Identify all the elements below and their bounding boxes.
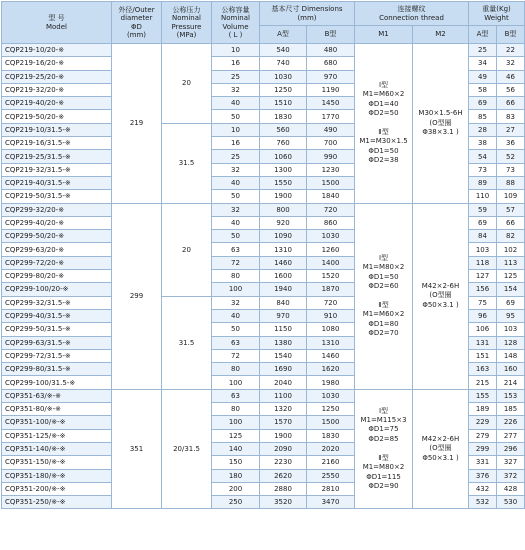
- weight-a-cell: 28: [469, 123, 497, 136]
- volume-cell: 63: [212, 336, 260, 349]
- model-cell: CQP299-63/20-※: [2, 243, 112, 256]
- thread-m1-cell: [355, 389, 413, 509]
- nominal-pressure-cell: 31.5: [162, 123, 212, 203]
- dimension-a-cell: 1940: [260, 283, 307, 296]
- model-cell: CQP351-63/※-※: [2, 389, 112, 402]
- weight-b-cell: 214: [497, 376, 525, 389]
- volume-cell: 10: [212, 44, 260, 57]
- weight-a-cell: 331: [469, 456, 497, 469]
- model-cell: CQP219-40/20-※: [2, 97, 112, 110]
- weight-b-cell: 66: [497, 97, 525, 110]
- volume-cell: 25: [212, 70, 260, 83]
- dimension-b-cell: 1230: [307, 163, 355, 176]
- weight-b-cell: 56: [497, 83, 525, 96]
- thread-m1-cell-line: ΦD2=70: [368, 329, 399, 338]
- thread-m1-cell-line: ΦD1=75: [368, 425, 399, 434]
- thread-m1-cell-line: ΦD1=50: [368, 146, 399, 155]
- thread-m2-cell-line: Φ50×3.1 ): [422, 300, 459, 309]
- weight-a-cell: 54: [469, 150, 497, 163]
- dimension-b-cell: 1400: [307, 256, 355, 269]
- header-thread: 连接螺纹 Connection thread: [355, 2, 469, 26]
- model-cell: CQP219-16/31.5-※: [2, 137, 112, 150]
- dimension-a-cell: 2040: [260, 376, 307, 389]
- thread-m1-cell-line: [355, 119, 412, 128]
- volume-cell: 100: [212, 376, 260, 389]
- outer-diameter-cell: 219: [112, 44, 162, 204]
- dimension-b-cell: 490: [307, 123, 355, 136]
- thread-m1-cell: [355, 44, 413, 204]
- thread-m1-cell-line: Ⅱ型: [378, 128, 389, 136]
- thread-m2-cell-line: (O型圈: [429, 291, 452, 300]
- table-row: [2, 44, 525, 57]
- thread-m1-cell-line: ΦD2=90: [368, 482, 399, 491]
- weight-a-cell: 532: [469, 496, 497, 509]
- weight-b-cell: 88: [497, 176, 525, 189]
- model-cell: CQP351-125/※-※: [2, 429, 112, 442]
- volume-cell: 50: [212, 190, 260, 203]
- model-cell: CQP299-100/20-※: [2, 283, 112, 296]
- volume-cell: 32: [212, 83, 260, 96]
- thread-m1-cell-line: ΦD2=50: [368, 109, 399, 118]
- volume-cell: 10: [212, 123, 260, 136]
- table-row: [2, 389, 525, 402]
- dimension-b-cell: 1450: [307, 97, 355, 110]
- weight-a-cell: 156: [469, 283, 497, 296]
- dimension-a-cell: 740: [260, 57, 307, 70]
- dimension-b-cell: 1460: [307, 349, 355, 362]
- header-dimensions: 基本尺寸 Dimensions (mm): [260, 2, 355, 26]
- model-cell: CQP219-50/31.5-※: [2, 190, 112, 203]
- weight-a-cell: 215: [469, 376, 497, 389]
- model-cell: CQP351-140/※-※: [2, 442, 112, 455]
- weight-a-cell: 189: [469, 403, 497, 416]
- weight-b-cell: 327: [497, 456, 525, 469]
- dimension-a-cell: 560: [260, 123, 307, 136]
- weight-b-cell: 428: [497, 482, 525, 495]
- dimension-b-cell: 1310: [307, 336, 355, 349]
- dimension-b-cell: 1830: [307, 429, 355, 442]
- dimension-b-cell: 1030: [307, 230, 355, 243]
- dimension-b-cell: 990: [307, 150, 355, 163]
- dimension-a-cell: 540: [260, 44, 307, 57]
- dimension-a-cell: 1060: [260, 150, 307, 163]
- dimension-b-cell: 2550: [307, 469, 355, 482]
- header-weight: 重量(Kg) Weight: [469, 2, 525, 26]
- dimension-b-cell: 680: [307, 57, 355, 70]
- dimension-b-cell: 1520: [307, 270, 355, 283]
- weight-a-cell: 299: [469, 442, 497, 455]
- weight-b-cell: 95: [497, 309, 525, 322]
- model-cell: CQP351-200/※-※: [2, 482, 112, 495]
- weight-a-cell: 58: [469, 83, 497, 96]
- dimension-b-cell: 910: [307, 309, 355, 322]
- thread-m2-cell-line: (O型圈: [429, 118, 452, 127]
- table-body: [2, 44, 525, 509]
- header-m2: M2: [413, 26, 469, 44]
- weight-a-cell: 85: [469, 110, 497, 123]
- thread-m1-cell-line: M1=M80×2: [362, 263, 405, 272]
- dimension-a-cell: 1900: [260, 429, 307, 442]
- weight-a-cell: 127: [469, 270, 497, 283]
- weight-b-cell: 32: [497, 57, 525, 70]
- dimension-b-cell: 1260: [307, 243, 355, 256]
- dimension-a-cell: 1380: [260, 336, 307, 349]
- model-cell: CQP299-100/31.5-※: [2, 376, 112, 389]
- thread-m1-cell-line: Ⅰ型: [378, 80, 389, 89]
- model-cell: CQP299-63/31.5-※: [2, 336, 112, 349]
- model-cell: CQP219-40/31.5-※: [2, 176, 112, 189]
- dimension-a-cell: 1090: [260, 230, 307, 243]
- volume-cell: 32: [212, 203, 260, 216]
- model-cell: CQP299-80/20-※: [2, 270, 112, 283]
- dimension-b-cell: 1080: [307, 323, 355, 336]
- model-cell: CQP351-180/※-※: [2, 469, 112, 482]
- volume-cell: 80: [212, 363, 260, 376]
- dimension-b-cell: 1250: [307, 403, 355, 416]
- header-dim-a: A型: [260, 26, 307, 44]
- weight-b-cell: 52: [497, 150, 525, 163]
- volume-cell: 40: [212, 97, 260, 110]
- volume-cell: 32: [212, 163, 260, 176]
- weight-a-cell: 38: [469, 137, 497, 150]
- weight-b-cell: 148: [497, 349, 525, 362]
- volume-cell: 16: [212, 137, 260, 150]
- weight-b-cell: 83: [497, 110, 525, 123]
- weight-a-cell: 59: [469, 203, 497, 216]
- volume-cell: 200: [212, 482, 260, 495]
- volume-cell: 32: [212, 296, 260, 309]
- nominal-pressure-cell: 31.5: [162, 296, 212, 389]
- dimension-a-cell: 920: [260, 216, 307, 229]
- thread-m1-cell: [355, 203, 413, 389]
- thread-m1-cell-line: M1=M60×2: [362, 310, 405, 319]
- thread-m2-cell-line: M30×1.5-6H: [418, 109, 463, 118]
- nominal-pressure-cell: 20/31.5: [162, 389, 212, 509]
- dimension-a-cell: 2230: [260, 456, 307, 469]
- thread-m2-cell-line: (O型圈: [429, 444, 452, 453]
- thread-m1-cell-line: ΦD1=40: [368, 99, 399, 108]
- dimension-a-cell: 760: [260, 137, 307, 150]
- weight-b-cell: 82: [497, 230, 525, 243]
- model-cell: CQP299-50/20-※: [2, 230, 112, 243]
- header-diameter: 外径/Outer diameter ΦD (mm): [112, 2, 162, 44]
- thread-m1-cell-line: [355, 291, 412, 300]
- header-weight-a: A型: [469, 26, 497, 44]
- dimension-b-cell: 1500: [307, 176, 355, 189]
- thread-m1-cell-line: Ⅰ型: [378, 406, 389, 415]
- dimension-a-cell: 1300: [260, 163, 307, 176]
- table-row: [2, 203, 525, 216]
- model-cell: CQP299-40/20-※: [2, 216, 112, 229]
- model-cell: CQP299-50/31.5-※: [2, 323, 112, 336]
- header-model: 型 号 Model: [2, 2, 112, 44]
- dimension-b-cell: 1840: [307, 190, 355, 203]
- weight-b-cell: 153: [497, 389, 525, 402]
- dimension-a-cell: 800: [260, 203, 307, 216]
- outer-diameter-cell: 351: [112, 389, 162, 509]
- weight-b-cell: 128: [497, 336, 525, 349]
- weight-b-cell: 73: [497, 163, 525, 176]
- dimension-a-cell: 2880: [260, 482, 307, 495]
- header-weight-b: B型: [497, 26, 525, 44]
- thread-m1-cell-line: ΦD1=115: [366, 472, 401, 481]
- thread-m2-cell-line: Φ50×3.1 ): [422, 453, 459, 462]
- nominal-pressure-cell: 20: [162, 203, 212, 296]
- outer-diameter-cell: 299: [112, 203, 162, 389]
- thread-m1-cell-line: ΦD1=50: [368, 272, 399, 281]
- thread-m1-cell-line: M1=M115×3: [360, 416, 407, 425]
- model-cell: CQP299-32/31.5-※: [2, 296, 112, 309]
- weight-b-cell: 125: [497, 270, 525, 283]
- dimension-b-cell: 720: [307, 203, 355, 216]
- model-cell: CQP219-10/31.5-※: [2, 123, 112, 136]
- weight-b-cell: 103: [497, 323, 525, 336]
- dimension-b-cell: 970: [307, 70, 355, 83]
- weight-b-cell: 296: [497, 442, 525, 455]
- nominal-pressure-cell: 20: [162, 44, 212, 124]
- dimension-a-cell: 1690: [260, 363, 307, 376]
- model-cell: CQP219-16/20-※: [2, 57, 112, 70]
- dimension-b-cell: 1620: [307, 363, 355, 376]
- weight-a-cell: 89: [469, 176, 497, 189]
- volume-cell: 50: [212, 230, 260, 243]
- dimension-a-cell: 1250: [260, 83, 307, 96]
- dimension-a-cell: 1830: [260, 110, 307, 123]
- weight-b-cell: 102: [497, 243, 525, 256]
- volume-cell: 140: [212, 442, 260, 455]
- volume-cell: 50: [212, 110, 260, 123]
- weight-a-cell: 279: [469, 429, 497, 442]
- weight-a-cell: 376: [469, 469, 497, 482]
- volume-cell: 100: [212, 283, 260, 296]
- thread-m1-cell-line: [355, 444, 412, 453]
- weight-b-cell: 27: [497, 123, 525, 136]
- dimension-b-cell: 1770: [307, 110, 355, 123]
- thread-m1-cell-line: ΦD2=85: [368, 434, 399, 443]
- thread-m1-cell-line: M1=M60×2: [362, 90, 405, 99]
- weight-a-cell: 163: [469, 363, 497, 376]
- volume-cell: 40: [212, 309, 260, 322]
- dimension-a-cell: 1150: [260, 323, 307, 336]
- dimension-a-cell: 1460: [260, 256, 307, 269]
- weight-b-cell: 226: [497, 416, 525, 429]
- volume-cell: 16: [212, 57, 260, 70]
- dimension-b-cell: 1870: [307, 283, 355, 296]
- volume-cell: 180: [212, 469, 260, 482]
- model-cell: CQP351-250/※-※: [2, 496, 112, 509]
- volume-cell: 125: [212, 429, 260, 442]
- header-pressure: 公称压力 Nominal Pressure (MPa): [162, 2, 212, 44]
- weight-b-cell: 109: [497, 190, 525, 203]
- dimension-a-cell: 1900: [260, 190, 307, 203]
- dimension-a-cell: 2620: [260, 469, 307, 482]
- model-cell: CQP299-72/20-※: [2, 256, 112, 269]
- thread-m1-cell-line: Ⅱ型: [378, 453, 389, 462]
- weight-a-cell: 34: [469, 57, 497, 70]
- model-cell: CQP299-72/31.5-※: [2, 349, 112, 362]
- dimension-a-cell: 3520: [260, 496, 307, 509]
- weight-b-cell: 57: [497, 203, 525, 216]
- dimension-b-cell: 1980: [307, 376, 355, 389]
- volume-cell: 63: [212, 243, 260, 256]
- model-cell: CQP219-32/31.5-※: [2, 163, 112, 176]
- dimension-a-cell: 1510: [260, 97, 307, 110]
- weight-a-cell: 103: [469, 243, 497, 256]
- volume-cell: 150: [212, 456, 260, 469]
- dimension-b-cell: 2160: [307, 456, 355, 469]
- weight-b-cell: 372: [497, 469, 525, 482]
- thread-m1-cell-line: Ⅰ型: [378, 253, 389, 262]
- weight-a-cell: 73: [469, 163, 497, 176]
- weight-a-cell: 118: [469, 256, 497, 269]
- thread-m2-cell-line: Φ38×3.1 ): [422, 128, 459, 136]
- weight-a-cell: 110: [469, 190, 497, 203]
- model-cell: CQP299-40/31.5-※: [2, 309, 112, 322]
- weight-a-cell: 151: [469, 349, 497, 362]
- volume-cell: 25: [212, 150, 260, 163]
- thread-m2-cell-line: M42×2-6H: [421, 281, 460, 290]
- weight-a-cell: 69: [469, 216, 497, 229]
- weight-a-cell: 96: [469, 309, 497, 322]
- thread-m2-cell: [413, 44, 469, 204]
- header-dim-b: B型: [307, 26, 355, 44]
- dimension-a-cell: 1310: [260, 243, 307, 256]
- weight-a-cell: 49: [469, 70, 497, 83]
- weight-b-cell: 160: [497, 363, 525, 376]
- model-cell: CQP219-10/20-※: [2, 44, 112, 57]
- weight-a-cell: 69: [469, 97, 497, 110]
- thread-m2-cell: [413, 389, 469, 509]
- weight-b-cell: 185: [497, 403, 525, 416]
- weight-a-cell: 75: [469, 296, 497, 309]
- dimension-a-cell: 1540: [260, 349, 307, 362]
- specification-table: [1, 1, 525, 509]
- weight-b-cell: 530: [497, 496, 525, 509]
- dimension-a-cell: 2090: [260, 442, 307, 455]
- volume-cell: 250: [212, 496, 260, 509]
- dimension-b-cell: 1190: [307, 83, 355, 96]
- dimension-b-cell: 2020: [307, 442, 355, 455]
- volume-cell: 72: [212, 349, 260, 362]
- dimension-a-cell: 1100: [260, 389, 307, 402]
- model-cell: CQP299-80/31.5-※: [2, 363, 112, 376]
- dimension-b-cell: 1030: [307, 389, 355, 402]
- dimension-a-cell: 1600: [260, 270, 307, 283]
- volume-cell: 50: [212, 323, 260, 336]
- weight-b-cell: 154: [497, 283, 525, 296]
- model-cell: CQP351-80/※-※: [2, 403, 112, 416]
- weight-b-cell: 22: [497, 44, 525, 57]
- weight-a-cell: 25: [469, 44, 497, 57]
- dimension-a-cell: 1550: [260, 176, 307, 189]
- model-cell: CQP299-32/20-※: [2, 203, 112, 216]
- thread-m2-cell-line: M42×2-6H: [421, 434, 460, 443]
- dimension-a-cell: 1570: [260, 416, 307, 429]
- dimension-b-cell: 700: [307, 137, 355, 150]
- weight-b-cell: 36: [497, 137, 525, 150]
- thread-m1-cell-line: M1=M80×2: [362, 463, 405, 472]
- weight-a-cell: 131: [469, 336, 497, 349]
- model-cell: CQP219-25/31.5-※: [2, 150, 112, 163]
- thread-m1-cell-line: ΦD1=80: [368, 319, 399, 328]
- weight-a-cell: 155: [469, 389, 497, 402]
- thread-m1-cell-line: ΦD2=60: [368, 281, 399, 290]
- dimension-a-cell: 840: [260, 296, 307, 309]
- dimension-a-cell: 1030: [260, 70, 307, 83]
- weight-b-cell: 113: [497, 256, 525, 269]
- thread-m1-cell-line: M1=M30×1.5: [359, 137, 408, 146]
- dimension-b-cell: 720: [307, 296, 355, 309]
- dimension-b-cell: 480: [307, 44, 355, 57]
- volume-cell: 63: [212, 389, 260, 402]
- weight-b-cell: 277: [497, 429, 525, 442]
- thread-m1-cell-line: ΦD2=38: [368, 156, 399, 165]
- dimension-b-cell: 3470: [307, 496, 355, 509]
- weight-a-cell: 432: [469, 482, 497, 495]
- model-cell: CQP219-50/20-※: [2, 110, 112, 123]
- model-cell: CQP219-25/20-※: [2, 70, 112, 83]
- volume-cell: 80: [212, 403, 260, 416]
- dimension-b-cell: 860: [307, 216, 355, 229]
- weight-b-cell: 69: [497, 296, 525, 309]
- header-m1: M1: [355, 26, 413, 44]
- model-cell: CQP351-100/※-※: [2, 416, 112, 429]
- volume-cell: 80: [212, 270, 260, 283]
- weight-a-cell: 229: [469, 416, 497, 429]
- model-cell: CQP351-150/※-※: [2, 456, 112, 469]
- weight-a-cell: 84: [469, 230, 497, 243]
- weight-b-cell: 46: [497, 70, 525, 83]
- weight-a-cell: 106: [469, 323, 497, 336]
- volume-cell: 72: [212, 256, 260, 269]
- dimension-b-cell: 2810: [307, 482, 355, 495]
- model-cell: CQP219-32/20-※: [2, 83, 112, 96]
- volume-cell: 100: [212, 416, 260, 429]
- dimension-a-cell: 970: [260, 309, 307, 322]
- volume-cell: 40: [212, 216, 260, 229]
- dimension-a-cell: 1320: [260, 403, 307, 416]
- thread-m1-cell-line: Ⅱ型: [378, 300, 389, 309]
- header-volume: 公称容量 Nominal Volume ( L ): [212, 2, 260, 44]
- volume-cell: 40: [212, 176, 260, 189]
- weight-b-cell: 66: [497, 216, 525, 229]
- dimension-b-cell: 1500: [307, 416, 355, 429]
- thread-m2-cell: [413, 203, 469, 389]
